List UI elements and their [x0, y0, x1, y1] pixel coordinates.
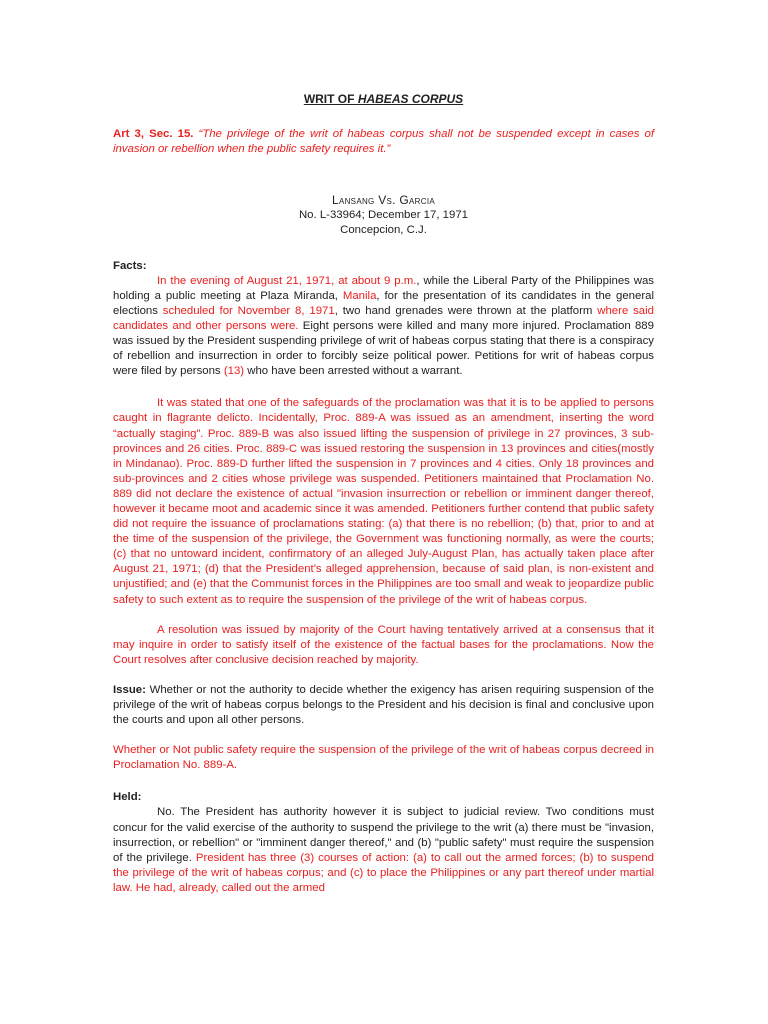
held-heading: Held: [113, 791, 142, 804]
facts-segment: , two hand grenades were thrown at the platform [334, 304, 598, 317]
constitution-article [113, 127, 654, 157]
issue-heading: Issue: [113, 683, 146, 696]
facts-segment: where said candidates and other persons were. [113, 304, 654, 332]
held-paragraph [113, 805, 654, 896]
facts-segment: who have been arrested without a warrant. [244, 365, 463, 378]
facts-paragraph-1 [113, 274, 654, 380]
held-text: No. The President has authority however it is subject to judicial review. Two conditions must concur for the valid exercise of the authority to suspend the privilege to the writ (a) there must be "invasion, insurrection, or rebellion" or "imminent danger thereof," and (b) "public safety" must require the suspension of the privilege. [113, 806, 654, 864]
issue-paragraph [113, 683, 654, 728]
case-justice: Concepcion, C.J. [340, 224, 427, 237]
facts-segment: , while the Liberal Party of the Philippines was holding a public meeting at Plaza Miranda, [113, 274, 654, 302]
title-prefix: WRIT OF [303, 92, 358, 106]
facts-segment: In the evening of August 21, 1971, at about 9 p.m. [157, 274, 417, 287]
facts-paragraph-3: A resolution was issued by majority of the Court having tentatively arrived at a consensus that it may inquire in order to satisfy itself of the existence of the factual bases for the proclamations. Now the Court resolves after conclusive decision reached by majority. [113, 623, 654, 666]
issue-text: Whether or not the authority to decide whether the exigency has arisen requiring suspension of the privilege of the writ of habeas corpus belongs to the President and his decision is final and conclusive upon the courts and upon all other persons. [113, 683, 654, 727]
article-quote: “The privilege of the writ of habeas corpus shall not be suspended except in cases of invasion or rebellion when the public safety requires it.” [113, 128, 654, 156]
case-header [113, 193, 654, 238]
case-name: Lansang Vs. Garcia [332, 193, 435, 208]
held-red-text: President has three (3) courses of action: (a) to call out the armed forces; (b) to suspend the privilege of the writ of habeas corpus; and (c) to place the Philippines or any part thereof under martial law. He had, already, called out the armed [113, 851, 654, 894]
facts-segment: (13) [223, 365, 245, 378]
article-reference: Art 3, Sec. 15. [113, 128, 194, 141]
facts-segment: scheduled for November 8, 1971 [162, 304, 335, 317]
title-italic: HABEAS CORPUS [357, 92, 464, 106]
case-number: No. L-33964; December 17, 1971 [298, 209, 469, 222]
facts-segment: Eight persons were killed and many more injured. Proclamation 889 was issued by the President suspending privilege of writ of habeas corpus stating that there is a conspiracy of rebellion and insurrection in order to forcibly seize political power. Petitions for writ of habeas corpus were filed by persons [113, 319, 654, 378]
facts-segment: Manila [342, 289, 377, 302]
facts-paragraph-2: It was stated that one of the safeguards of the proclamation was that it is to be applied to persons caught in flagrante delicto. Incidentally, Proc. 889-A was issued as an amendment, inserting the word “actually staging”. Proc. 889-B was also issued lifting the suspension of privilege in 27 provinces, 3 sub-provinces and 26 cities. Proc. 889-C was issued restoring the suspension in 13 provinces and cities(mostly in Mindanao). Proc. 889-D further lifted the suspension in 7 provinces and 4 cities. Only 18 provinces and sub-provinces and 2 cities whose privilege was suspended. Petitioners maintained that Proclamation No. 889 did not declare the existence of actual "invasion insurrection or rebellion or imminent danger thereof, however it became moot and academic since it was amended. Petitioners further contend that public safety did not require the issuance of proclamations stating: (a) that there is no rebellion; (b) that, prior to and at the time of the suspension of the privilege, the Government was functioning normally, as were the courts; (c) that no untoward incident, confirmatory of an alleged July-August Plan, has actually taken place after August 21, 1971; (d) that the President's alleged apprehension, because of said plan, is non-existent and unjustified; and (e) that the Communist forces in the Philippines are too small and weak to jeopardize public safety to such extent as to require the suspension of the privilege of the writ of habeas corpus. [113, 397, 654, 606]
document-title [113, 92, 654, 107]
facts-heading: Facts: [113, 259, 147, 272]
facts-segment: , for the presentation of its candidates in the general elections [113, 289, 655, 317]
issue-second: Whether or Not public safety require the suspension of the privilege of the writ of habeas corpus decreed in Proclamation No. 889-A. [113, 744, 654, 772]
